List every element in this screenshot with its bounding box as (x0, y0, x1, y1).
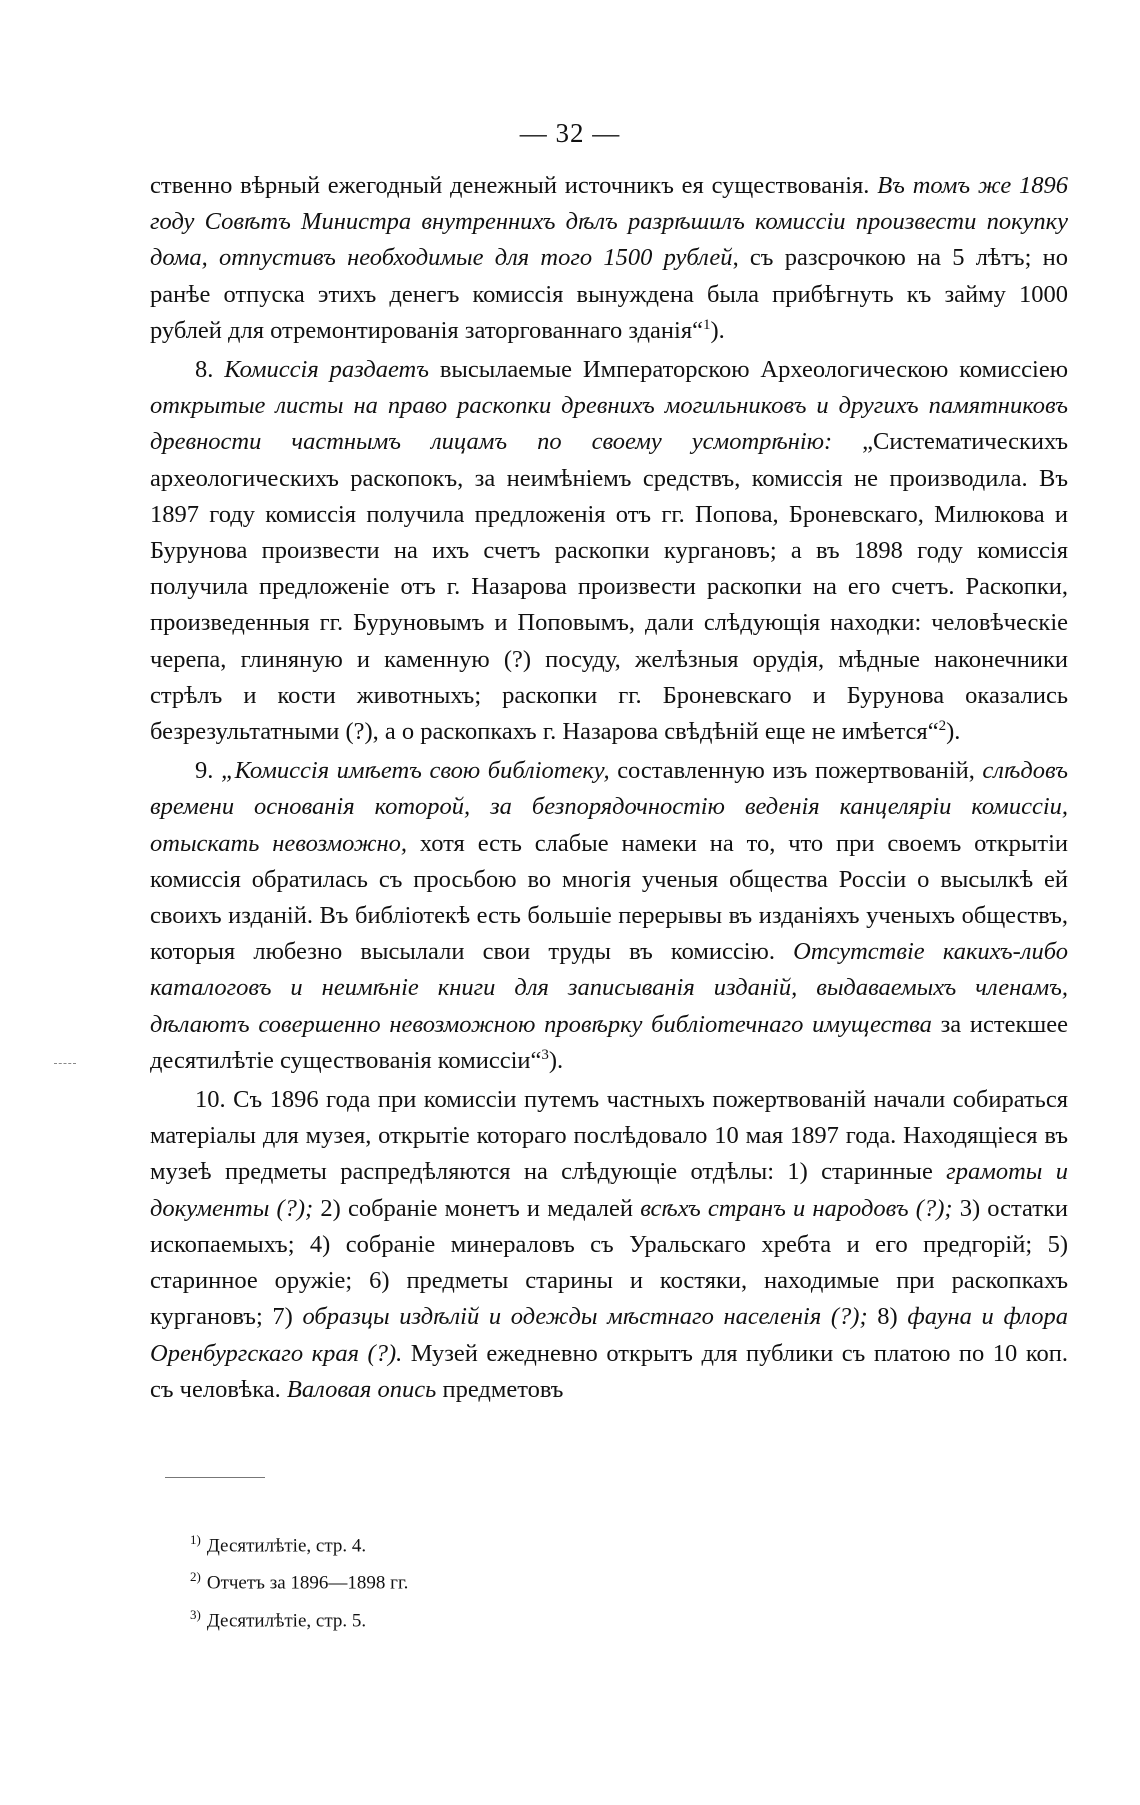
italic-run: „Комиссія имѣетъ свою библіотеку, (220, 757, 610, 785)
text-run: ственно вѣрный ежегодный денежный источникъ ея существованія. (150, 172, 878, 199)
footnote-text: Отчетъ за 1896—1898 гг. (206, 1572, 409, 1594)
paragraph-8 (150, 352, 1068, 750)
footnote-ref-1: 1 (702, 316, 711, 333)
text-run: предметовъ (436, 1375, 564, 1403)
paragraph-1 (150, 168, 1068, 349)
paragraph-9 (150, 753, 1068, 1079)
text-run: ). (946, 718, 961, 746)
footnote-3 (190, 1599, 790, 1636)
italic-run: Въ томъ же 1896 году Совѣтъ Министра внутреннихъ дѣлъ разрѣшилъ комиссіи произвести покупку дома, отпустивъ необходимые для того 1500 рублей (150, 172, 1068, 272)
footnote-ref-2: 2 (938, 717, 947, 734)
footnote-number: 2) (190, 1569, 201, 1585)
text-run: высылаемые Императорскою Археологическою комиссіею (428, 356, 1069, 384)
footnote-2 (190, 1561, 790, 1598)
text-run: 3) остатки ископаемыхъ; 4) собраніе минераловъ съ Уральскаго хребта и его предгорій; 5) старинное оружіе; 6) предметы старины и костяки, находимые при раскопкахъ кургановъ; 7) (150, 1194, 1068, 1331)
text-run: составленную изъ пожертвованій, (609, 757, 983, 785)
footnote-text: Десятилѣтіе, стр. 5. (206, 1609, 367, 1631)
text-run: ). (710, 316, 725, 344)
italic-run: образцы издѣлій и одежды мѣстнаго населенія (?); (302, 1303, 868, 1331)
footnote-number: 1) (190, 1532, 201, 1547)
text-run: ). (548, 1046, 564, 1074)
footnote-1 (190, 1524, 790, 1561)
footnote-text: Десятилѣтіе, стр. 4. (206, 1535, 367, 1557)
italic-run: Комиссія раздаетъ (224, 356, 429, 384)
item-number: 8. (195, 356, 225, 384)
paragraph-10 (150, 1082, 1068, 1408)
footnotes (190, 1524, 790, 1636)
text-run: 2) собраніе монетъ и медалей (313, 1194, 641, 1222)
footnote-divider (165, 1477, 265, 1478)
footnote-number: 3) (190, 1606, 201, 1622)
italic-run: всѣхъ странъ и народовъ (?); (640, 1194, 953, 1222)
text-run: 10. Съ 1896 года при комиссіи путемъ частныхъ пожертвованій начали собираться матеріалы для музея, открытіе котораго послѣдовало 10 мая 1897 года. Находящіеся въ музеѣ предметы распредѣляются на слѣдующіе отдѣлы: 1) старинные (150, 1086, 1068, 1186)
main-text (150, 168, 1068, 1408)
text-run: „Систематическихъ археологическихъ раскопокъ, за неимѣніемъ средствъ, комиссія не производила. Въ 1897 году комиссія получила предложенія отъ гг. Попова, Броневскаго, Милюкова и Бурунова произвести на ихъ счетъ раскопки кургановъ; а въ 1898 году комиссія получила предложеніе отъ г. Назарова произвести раскопки на его счетъ. Раскопки, произведенныя гг. Буруновымъ и Поповымъ, дали слѣдующія находки: человѣческіе черепа, глиняную и каменную (?) посуду, желѣзныя орудія, мѣдные наконечники стрѣлъ и кости животныхъ; раскопки гг. Броневскаго и Бурунова оказались безрезультатными (?), а о раскопкахъ г. Назарова свѣдѣній еще не имѣется“ (150, 428, 1068, 746)
italic-run: Отсутствіе какихъ-либо каталоговъ и неимѣніе книги для записыванія изданій, выдаваемыхъ членамъ, дѣлаютъ совершенно невозможною провѣрку библіотечнаго имущества (150, 938, 1068, 1038)
page-number: — 32 — (519, 118, 621, 148)
text-run: , съ разсрочкою на 5 лѣтъ; но ранѣе отпуска этихъ денегъ комиссія вынуждена была прибѣгнуть къ займу 1000 рублей для отремонтированія заторгованнаго зданія“ (150, 244, 1068, 344)
italic-run: слѣдовъ времени основанія которой, за безпорядочностію веденія канцеляріи комиссіи, отыскать невозможно, (150, 757, 1068, 857)
footnote-ref-3: 3 (541, 1046, 549, 1063)
text-run: Музей ежедневно открытъ для публики съ платою по 10 коп. съ человѣка. (150, 1339, 1068, 1403)
italic-run: открытые листы на право раскопки древнихъ могильниковъ и другихъ памятниковъ древности частнымъ лицамъ по своему усмотрѣнію: (150, 392, 1068, 456)
margin-mark (54, 1063, 76, 1064)
italic-run: грамоты и документы (?); (150, 1158, 1068, 1222)
text-run: за истекшее десятилѣтіе существованія комиссіи“ (150, 1010, 1068, 1074)
text-run: хотя есть слабые намеки на то, что при своемъ открытіи комиссія обратилась съ просьбою во многія ученыя общества Россіи о высылкѣ ей своихъ изданій. Въ библіотекѣ есть большіе перерывы въ изданіяхъ ученыхъ обществъ, которыя любезно высылали свои труды въ комиссію. (150, 829, 1068, 966)
item-number: 9. (195, 757, 221, 785)
text-run: 8) (867, 1303, 908, 1331)
italic-run: фауна и флора Оренбургскаго края (?). (150, 1303, 1068, 1367)
italic-run: Валовая опись (286, 1375, 437, 1403)
